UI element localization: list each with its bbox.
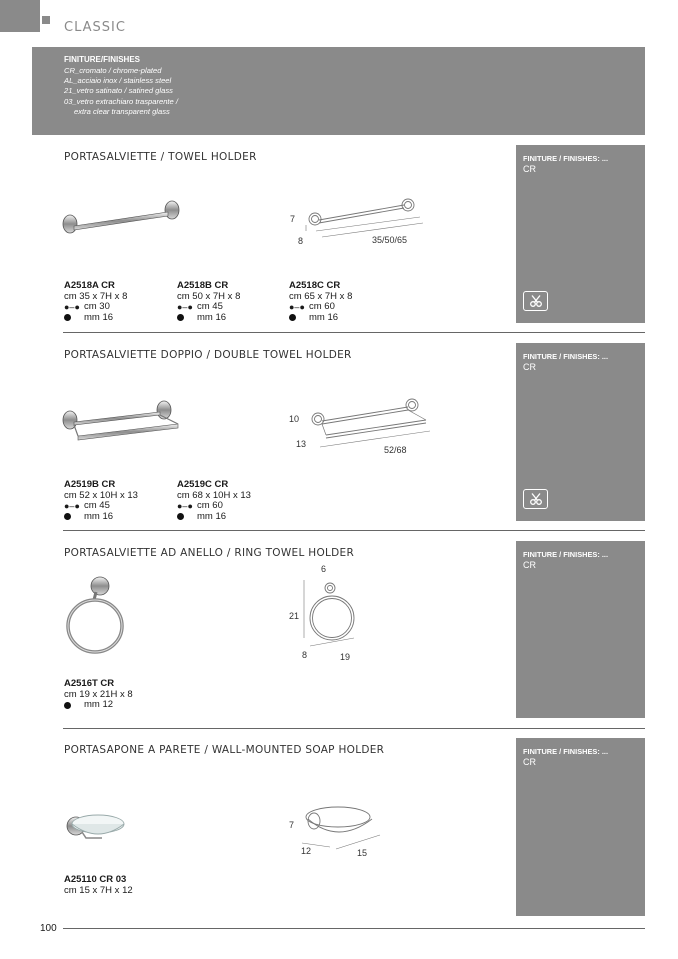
- product-spec: [177, 281, 240, 323]
- finishes-sidebar: [516, 738, 645, 916]
- product-diameter: mm 16: [84, 311, 114, 323]
- product-spec: [177, 480, 251, 522]
- ring-towel-holder-drawing: [302, 578, 362, 648]
- dimension-label: 7: [289, 820, 295, 830]
- product-size: cm 15 x 7H x 12: [64, 884, 133, 896]
- dimension-label: 8: [302, 650, 308, 660]
- ring-towel-holder-photo: [60, 574, 132, 654]
- product-spacing: cm 60: [197, 500, 223, 511]
- product-diameter: mm 16: [197, 311, 227, 323]
- section-divider: [63, 728, 645, 729]
- product-spacing: cm 60: [309, 301, 335, 312]
- product-spec: [64, 875, 133, 896]
- product-spec: [64, 679, 133, 711]
- finish-line: CR_cromato / chrome-plated: [64, 66, 162, 75]
- product-code: A2518C CR: [289, 280, 341, 291]
- diameter-icon: [64, 314, 71, 321]
- dimension-label: 8: [298, 236, 304, 246]
- finishes-title: FINITURE/FINISHES: [64, 55, 141, 64]
- finishes-sidebar: [516, 541, 645, 718]
- dimension-label: 21: [289, 611, 300, 621]
- spacing-icon: ●–●: [177, 302, 193, 312]
- diameter-icon: [64, 513, 71, 520]
- finish-line: AL_acciaio inox / stainless steel: [64, 76, 172, 86]
- dimension-label: 15: [357, 848, 368, 858]
- product-size: cm 35 x 7H x 8: [64, 290, 128, 302]
- finishes-sidebar-label: FINITURE / FINISHES: ...: [523, 747, 608, 756]
- finish-line: 03_vetro extrachiaro trasparente /: [64, 96, 178, 106]
- product-spacing: cm 45: [197, 301, 223, 312]
- product-size: cm 52 x 10H x 13: [64, 489, 138, 501]
- footer-rule: [63, 928, 645, 929]
- section-title-ring-towel-holder: PORTASALVIETTE AD ANELLO / RING TOWEL HOLDER: [64, 547, 355, 559]
- product-diameter: mm 16: [309, 311, 339, 323]
- finish-line: extra clear transparent glass: [74, 106, 170, 116]
- product-code: A2519B CR: [64, 479, 116, 490]
- spacing-icon: ●–●: [177, 501, 193, 511]
- dimension-label: 10: [289, 414, 300, 424]
- finishes-sidebar-label: FINITURE / FINISHES: ...: [523, 550, 608, 559]
- product-size: cm 19 x 21H x 8: [64, 688, 133, 700]
- spacing-icon: ●–●: [64, 302, 80, 312]
- product-spacing: cm 30: [84, 301, 110, 312]
- product-code: A25110 CR 03: [64, 874, 127, 885]
- product-diameter: mm 12: [84, 699, 114, 710]
- product-code: A2519C CR: [177, 479, 229, 490]
- diameter-icon: [289, 314, 296, 321]
- section-divider: [63, 530, 645, 531]
- product-code: A2518A CR: [64, 280, 115, 291]
- dimension-label: 19: [340, 652, 351, 662]
- double-towel-holder-drawing: [290, 395, 435, 455]
- product-size: cm 68 x 10H x 13: [177, 489, 251, 501]
- dimension-label: 52/68: [384, 445, 407, 455]
- product-code: A2516T CR: [64, 678, 115, 689]
- diameter-icon: [177, 314, 184, 321]
- product-diameter: mm 16: [197, 510, 227, 522]
- diameter-icon: [177, 513, 184, 520]
- section-title-soap-holder: PORTASAPONE A PARETE / WALL-MOUNTED SOAP HOLDER: [64, 744, 385, 756]
- finishes-sidebar-label: FINITURE / FINISHES: ...: [523, 154, 608, 163]
- product-spacing: cm 45: [84, 500, 110, 511]
- soap-holder-photo: [62, 810, 128, 844]
- dimension-label: 35/50/65: [372, 235, 408, 245]
- finishes-sidebar: [516, 145, 645, 323]
- page-number: 100: [40, 923, 57, 934]
- finishes-sidebar-value: CR: [523, 362, 536, 372]
- finishes-sidebar: [516, 343, 645, 521]
- dimension-label: 7: [290, 214, 296, 224]
- dimension-label: 13: [296, 439, 307, 449]
- soap-holder-drawing: [300, 803, 385, 853]
- product-spec: [64, 480, 138, 522]
- diameter-icon: [64, 702, 71, 709]
- section-title-towel-holder: PORTASALVIETTE / TOWEL HOLDER: [64, 151, 257, 163]
- finishes-sidebar-value: CR: [523, 757, 536, 767]
- finishes-sidebar-label: FINITURE / FINISHES: ...: [523, 352, 608, 361]
- finishes-sidebar-value: CR: [523, 560, 536, 570]
- header-corner-block: [0, 0, 40, 32]
- scissors-icon[interactable]: [523, 291, 548, 311]
- double-towel-holder-photo: [60, 400, 184, 450]
- product-spec: [289, 281, 352, 323]
- finish-line: 21_vetro satinato / satined glass: [64, 86, 173, 96]
- product-diameter: mm 16: [84, 510, 114, 522]
- section-heading: CLASSIC: [64, 20, 126, 35]
- dimension-label: 12: [301, 846, 312, 856]
- scissors-icon[interactable]: [523, 489, 548, 509]
- dimension-label: 6: [321, 564, 327, 574]
- section-divider: [63, 332, 645, 333]
- product-size: cm 65 x 7H x 8: [289, 290, 353, 302]
- product-code: A2518B CR: [177, 280, 229, 291]
- header-corner-square: [42, 16, 50, 24]
- product-size: cm 50 x 7H x 8: [177, 290, 241, 302]
- section-title-double-towel-holder: PORTASALVIETTE DOPPIO / DOUBLE TOWEL HOLDER: [64, 349, 352, 361]
- product-spec: [64, 281, 127, 323]
- finishes-sidebar-value: CR: [523, 164, 536, 174]
- spacing-icon: ●–●: [289, 302, 305, 312]
- towel-holder-photo: [60, 198, 184, 238]
- finishes-legend: [32, 47, 645, 135]
- spacing-icon: ●–●: [64, 501, 80, 511]
